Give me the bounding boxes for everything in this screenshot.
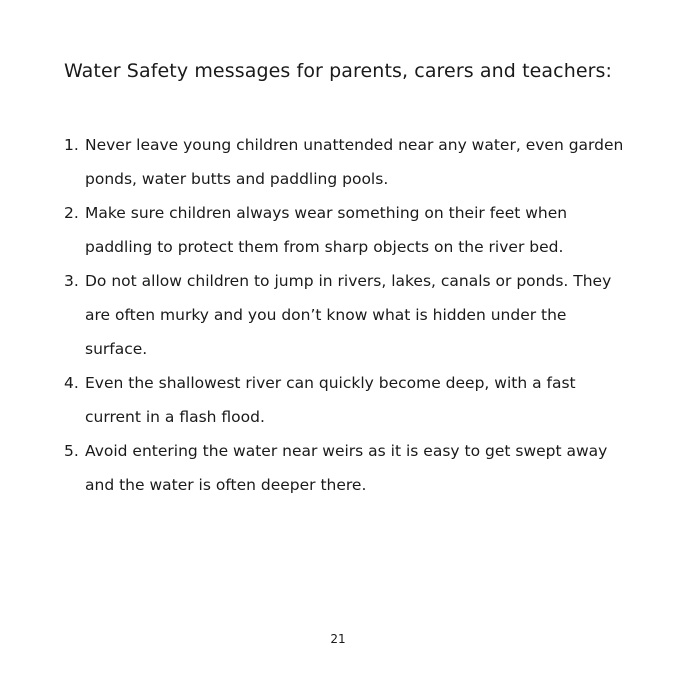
page-number: 21 [330,632,346,646]
safety-messages-list [64,128,624,502]
page-heading: Water Safety messages for parents, carers and teachers: [64,60,613,82]
list-item-number: 3. [64,272,79,290]
list-item-text: Make sure children always wear something on their feet when paddling to protect them from sharp objects on the river bed. [85,204,568,256]
list-item [64,434,624,502]
list-item-text: Do not allow children to jump in rivers, lakes, canals or ponds. They are often murky and you don’t know what is hidden under the surface. [85,272,612,358]
list-item-text: Even the shallowest river can quickly become deep, with a fast current in a flash flood. [85,374,576,426]
list-item-text: Never leave young children unattended near any water, even garden ponds, water butts and paddling pools. [85,136,624,188]
list-item-text: Avoid entering the water near weirs as it is easy to get swept away and the water is often deeper there. [85,442,608,494]
list-item [64,264,624,366]
list-item-number: 2. [64,204,79,222]
list-item [64,196,624,264]
list-item [64,366,624,434]
list-item-number: 5. [64,442,79,460]
list-item-number: 1. [64,136,79,154]
list-item [64,128,624,196]
list-item-number: 4. [64,374,79,392]
